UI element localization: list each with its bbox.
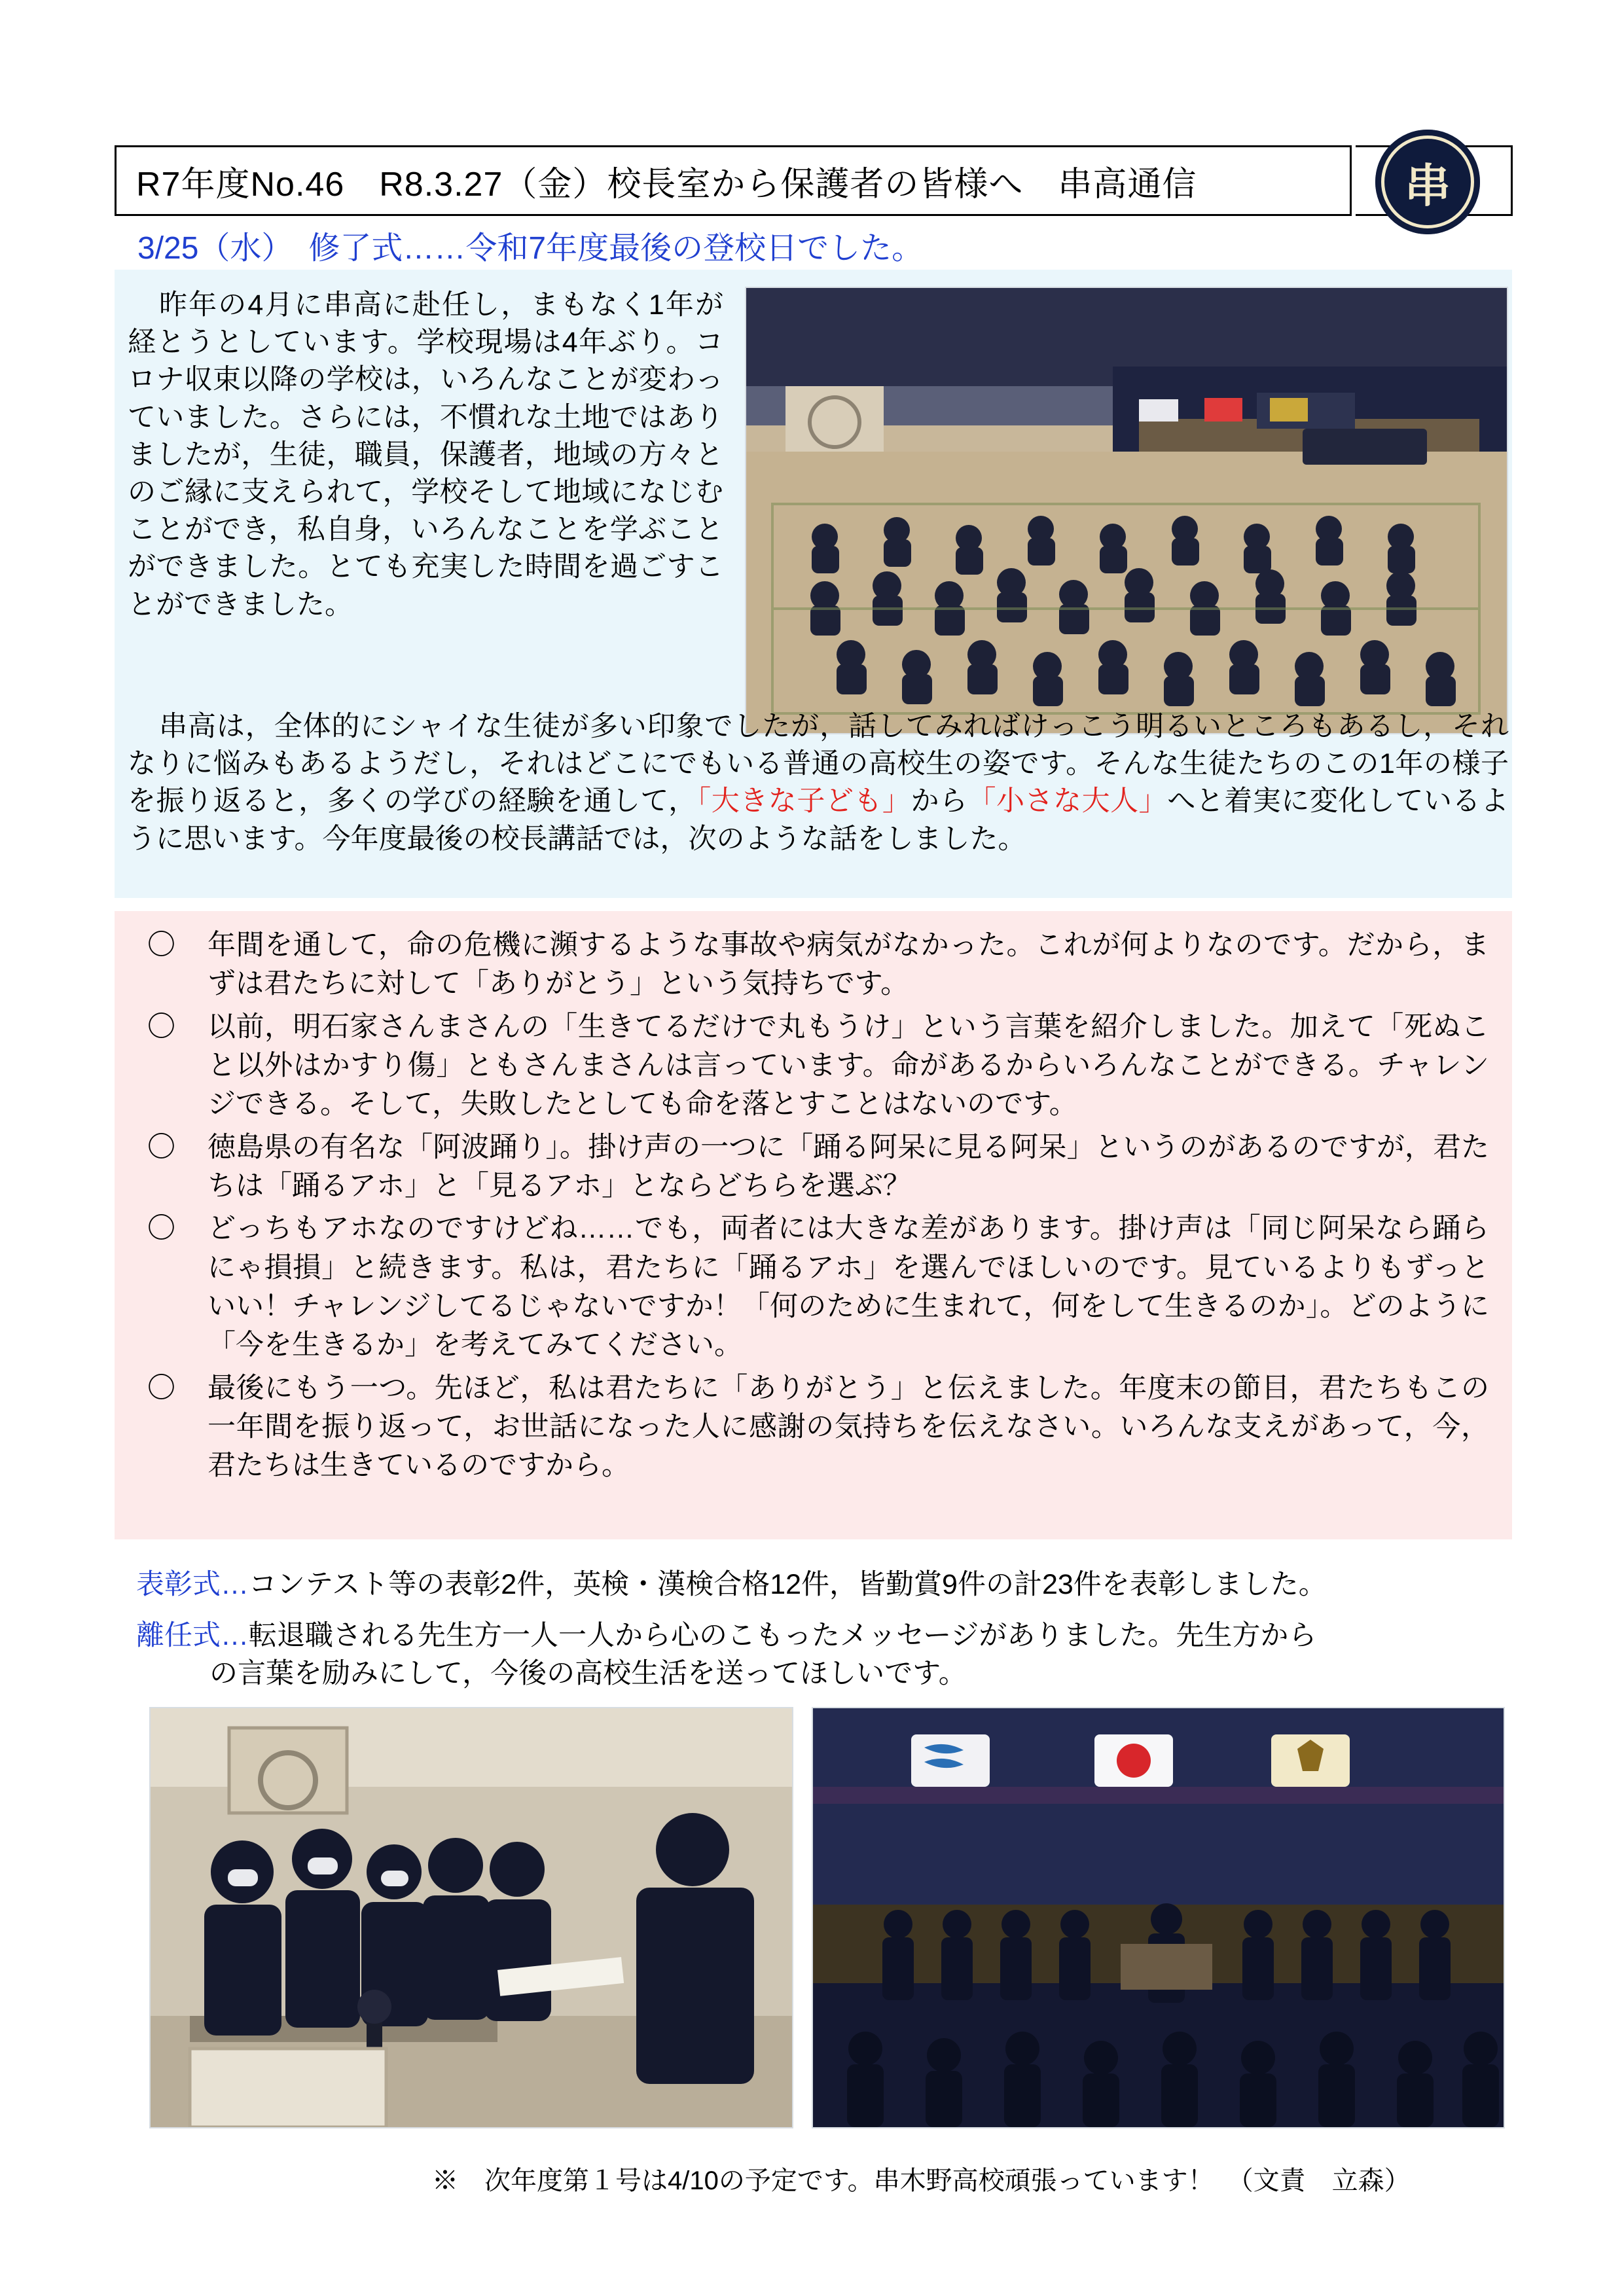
photo-farewell-stage-graphic: [813, 1708, 1504, 2127]
intro-paragraph-2-runs: [128, 708, 1509, 858]
bullet-icon: 〇: [147, 1372, 175, 1404]
photo-ceremony-gym: [745, 287, 1508, 734]
list-item: [147, 1008, 1489, 1124]
photo-ceremony-gym-graphic: [746, 288, 1507, 733]
header-title-box: [115, 145, 1352, 216]
list-item: [147, 1369, 1489, 1486]
bullet-icon: 〇: [147, 929, 175, 961]
intro-paragraph: [128, 287, 723, 624]
list-item-text: 最後にもう一つ。先ほど，私は君たちに「ありがとう」と伝えました。年度末の節目，君たちもこの一年間を振り返って，お世話になった人に感謝の気持ちを伝えなさい。いろんな支えがあって，今，君たちは生きているのですから。: [208, 1372, 1489, 1482]
farewell-label: 離任式…: [136, 1620, 249, 1651]
bullet-icon: 〇: [147, 1131, 175, 1163]
highlight-small-adult: 「小さな大人」: [967, 785, 1168, 817]
list-item: [147, 1210, 1489, 1365]
run-c: へと着実に変化しているように思います。今年度最後の校長講話では，次のような話をしました。: [128, 785, 1509, 855]
highlight-big-child: 「大きな子ども」: [696, 785, 911, 817]
farewell-text-line1: 転退職される先生方一人一人から心のこもったメッセージがありました。先生方から: [249, 1620, 1317, 1651]
run-b: から: [911, 785, 968, 817]
awards-label: 表彰式…: [136, 1569, 249, 1600]
header: [115, 145, 1512, 217]
photo-award-presentation: [149, 1707, 793, 2128]
bullet-icon: 〇: [147, 1011, 175, 1043]
awards-text: コンテスト等の表彰2件，英検・漢検合格12件，皆勤賞9件の計23件を表彰しました。: [249, 1569, 1327, 1600]
intro-paragraph-text: 昨年の4月に串高に赴任し，まもなく1年が経とうとしています。学校現場は4年ぶり。コロナ収束以降の学校は，いろんなことが変わっていました。さらには，不慣れな土地ではありましたが，生徒，職員，保護者，地域の方々とのご縁に支えられて，学校そして地域になじむことができ，私自身，いろんなことを学ぶことができました。とても充実した時間を過ごすことができました。: [128, 289, 723, 620]
farewell-text-line2: の言葉を励みにして，今後の高校生活を送ってほしいです。: [209, 1658, 967, 1690]
school-crest-icon: [1375, 130, 1480, 234]
awards-section: [136, 1566, 1511, 1604]
subheading: 3/25（水） 修了式……令和7年度最後の登校日でした。: [137, 231, 924, 266]
footer-note: ※ 次年度第１号は4/10の予定です。串木野高校頑張っています！ （文責 立森）: [432, 2166, 1411, 2195]
talk-list: [147, 926, 1489, 1490]
list-item-text: どっちもアホなのですけどね……でも，両者には大きな差があります。掛け声は「同じ阿呆なら踊らにゃ損損」と続きます。私は，君たちに「踊るアホ」を選んでほしいのです。見ているよりもずっといい！チャレンジしてるじゃないですか！「何のために生まれて，何をして生きるのか」。どのように「今を生きるか」を考えてみてください。: [208, 1213, 1489, 1361]
list-item-text: 徳島県の有名な「阿波踊り」。掛け声の一つに「踊る阿呆に見る阿呆」というのがあるのですが，君たちは「踊るアホ」と「見るアホ」とならどちらを選ぶ？: [208, 1131, 1489, 1202]
run-a: 串高は，全体的にシャイな生徒が多い印象でしたが，話してみればけっこう明るいところもあるし，それなりに悩みもあるようだし，それはどこにでもいる普通の高校生の姿です。そんな生徒たちのこの1年の様子を振り返ると，多くの学びの経験を通して，: [128, 711, 1509, 817]
intro-paragraph-2: [128, 708, 1509, 858]
list-item-text: 年間を通して，命の危機に瀕するような事故や病気がなかった。これが何よりなのです。だから，まずは君たちに対して「ありがとう」という気持ちです。: [208, 929, 1489, 1000]
list-item: [147, 1128, 1489, 1206]
bullet-icon: 〇: [147, 1213, 175, 1245]
page-title: R7年度No.46 R8.3.27（金）校長室から保護者の皆様へ 串高通信: [136, 165, 1197, 204]
photo-farewell-stage: [812, 1707, 1505, 2128]
list-item-text: 以前，明石家さんまさんの「生きてるだけで丸もうけ」という言葉を紹介しました。加えて「死ぬこと以外はかすり傷」ともさんまさんは言っています。命があるからいろんなことができる。チャレンジできる。そして，失敗したとしても命を落とすことはないのです。: [208, 1011, 1489, 1121]
farewell-section: [136, 1617, 1511, 1693]
photo-award-presentation-graphic: [151, 1708, 792, 2127]
list-item: [147, 926, 1489, 1004]
crest-character: 串: [1381, 135, 1474, 228]
